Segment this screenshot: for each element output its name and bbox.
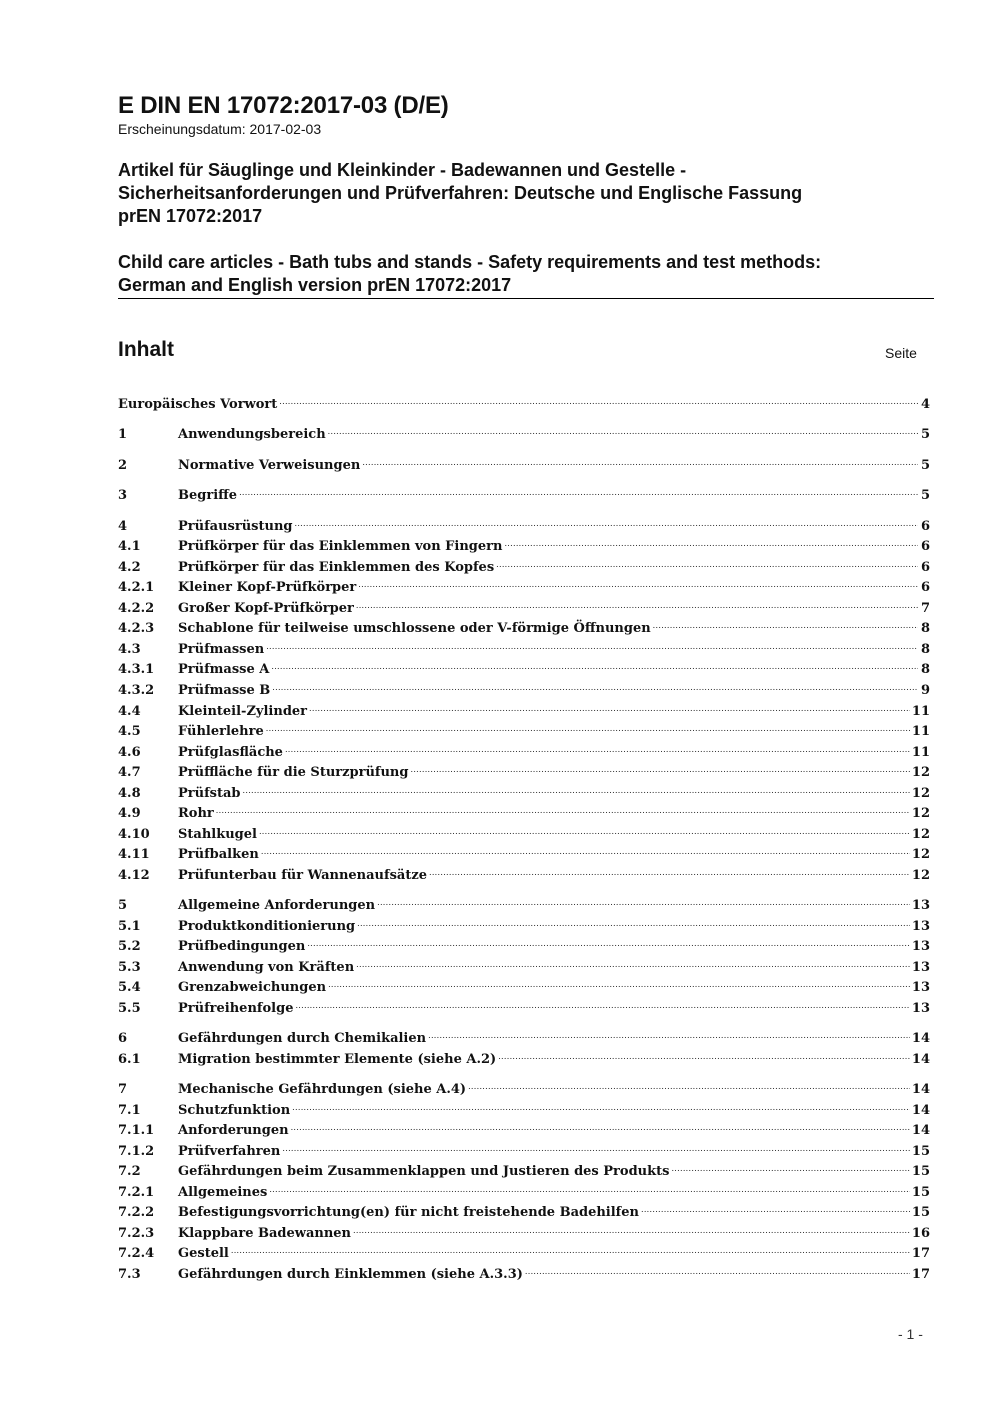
- toc-entry-page: 14: [911, 1031, 930, 1046]
- toc-entry-page: 17: [911, 1267, 930, 1282]
- toc-entry-title: Stahlkugel: [178, 827, 257, 842]
- title-german-line: Sicherheitsanforderungen und Prüfverfahren: Deutsche und Englische Fassung: [118, 183, 803, 203]
- toc-entry-number: 6.1: [118, 1052, 141, 1067]
- toc-entry-title: Prüfstab: [178, 786, 241, 801]
- toc-entry-title: Allgemeines: [178, 1185, 268, 1200]
- toc-entry-title: Prüfmasse B: [178, 683, 271, 698]
- toc-entry[interactable]: [118, 1224, 930, 1243]
- toc-entry-number: 5: [118, 898, 128, 913]
- toc-entry-page: 5: [920, 488, 930, 503]
- toc-dot-leader: [272, 681, 918, 700]
- toc-dot-leader: [525, 1265, 910, 1284]
- toc-dot-leader: [266, 722, 910, 741]
- toc-entry[interactable]: [118, 978, 930, 997]
- toc-entry[interactable]: [118, 937, 930, 956]
- toc-entry-page: 8: [920, 621, 930, 636]
- toc-entry[interactable]: [118, 845, 930, 864]
- toc-entry-number: 5.4: [118, 980, 141, 995]
- toc-entry-title: Begriffe: [178, 488, 238, 503]
- toc-dot-leader: [309, 702, 910, 721]
- toc-entry[interactable]: [118, 660, 930, 679]
- toc-entry-page: 12: [911, 847, 930, 862]
- toc-entry-title: Prüfreihenfolge: [178, 1001, 294, 1016]
- toc-dot-leader: [653, 619, 918, 638]
- toc-entry-title: Prüfmasse A: [178, 662, 270, 677]
- toc-entry-number: 4.2.1: [118, 580, 155, 595]
- toc-heading: Inhalt: [118, 338, 174, 361]
- toc-entry[interactable]: [118, 1183, 930, 1202]
- toc-entry-number: 4.8: [118, 786, 141, 801]
- toc-dot-leader: [285, 743, 910, 762]
- toc-entry-page: 15: [911, 1185, 930, 1200]
- toc-entry-number: 4.11: [118, 847, 150, 862]
- toc-entry-number: 4.9: [118, 806, 141, 821]
- toc-dot-leader: [259, 825, 910, 844]
- toc-dot-leader: [468, 1080, 910, 1099]
- toc-dot-leader: [261, 845, 910, 864]
- toc-dot-leader: [357, 917, 910, 936]
- toc-entry[interactable]: [118, 640, 930, 659]
- title-english: [118, 251, 938, 297]
- toc-entry-page: 17: [911, 1246, 930, 1261]
- toc-entry-number: 6: [118, 1031, 128, 1046]
- toc-dot-leader: [504, 537, 918, 556]
- toc-dot-leader: [358, 578, 918, 597]
- toc-entry-number: 4.12: [118, 868, 150, 883]
- toc-entry-number: 4.10: [118, 827, 150, 842]
- toc-entry-page: 13: [911, 898, 930, 913]
- toc-entry-page: 13: [911, 1001, 930, 1016]
- toc-entry[interactable]: [118, 784, 930, 803]
- toc-entry[interactable]: [118, 425, 930, 444]
- toc-dot-leader: [294, 517, 918, 536]
- toc-dot-leader: [292, 1101, 910, 1120]
- toc-entry-title: Rohr: [178, 806, 214, 821]
- toc-entry[interactable]: [118, 1265, 930, 1284]
- toc-entry-title: Anwendungsbereich: [178, 427, 326, 442]
- toc-entry-number: 4: [118, 519, 128, 534]
- toc-dot-leader: [279, 395, 918, 414]
- toc-entry-title: Prüfbalken: [178, 847, 259, 862]
- toc-entry[interactable]: [118, 804, 930, 823]
- toc-entry[interactable]: [118, 558, 930, 577]
- toc-entry[interactable]: [118, 619, 930, 638]
- toc-entry[interactable]: [118, 958, 930, 977]
- publication-date: Erscheinungsdatum: 2017-02-03: [118, 121, 322, 137]
- toc-entry-number: 7.2.1: [118, 1185, 155, 1200]
- toc-entry-page: 14: [911, 1123, 930, 1138]
- toc-dot-leader: [243, 784, 910, 803]
- toc-entry-page: 8: [920, 662, 930, 677]
- toc-page-column-label: Seite: [885, 345, 917, 361]
- toc-entry[interactable]: [118, 681, 930, 700]
- toc-entry[interactable]: [118, 1142, 930, 1161]
- toc-entry-number: 4.2.2: [118, 601, 155, 616]
- title-english-line: German and English version prEN 17072:2017: [118, 275, 512, 295]
- toc-entry-title: Prüfmassen: [178, 642, 265, 657]
- toc-entry-page: 11: [911, 745, 930, 760]
- toc-dot-leader: [266, 640, 918, 659]
- toc-entry-number: 7.3: [118, 1267, 141, 1282]
- toc-entry-title: Prüfglasfläche: [178, 745, 283, 760]
- toc-entry-title: Gefährdungen durch Einklemmen (siehe A.3.3): [178, 1267, 523, 1282]
- toc-entry[interactable]: [118, 1080, 930, 1099]
- toc-entry-title: Europäisches Vorwort: [118, 397, 278, 412]
- toc-entry-title: Gefährdungen beim Zusammenklappen und Justieren des Produkts: [178, 1164, 670, 1179]
- toc-entry[interactable]: [118, 486, 930, 505]
- toc-entry-number: 5.1: [118, 919, 141, 934]
- toc-dot-leader: [307, 937, 910, 956]
- toc-entry-page: 15: [911, 1144, 930, 1159]
- toc-entry[interactable]: [118, 999, 930, 1018]
- toc-dot-leader: [239, 486, 918, 505]
- toc-entry-title: Migration bestimmter Elemente (siehe A.2): [178, 1052, 497, 1067]
- toc-entry-page: 12: [911, 786, 930, 801]
- toc-entry-title: Kleiner Kopf-Prüfkörper: [178, 580, 357, 595]
- toc-entry[interactable]: [118, 578, 930, 597]
- toc-entry-title: Prüffläche für die Sturzprüfung: [178, 765, 409, 780]
- toc-entry-number: 4.2.3: [118, 621, 155, 636]
- toc-dot-leader: [328, 978, 910, 997]
- toc-dot-leader: [356, 958, 910, 977]
- toc-entry[interactable]: [118, 1029, 930, 1048]
- toc-entry-title: Prüfunterbau für Wannenaufsätze: [178, 868, 427, 883]
- document-id: E DIN EN 17072:2017-03 (D/E): [118, 92, 449, 119]
- toc-entry-title: Anwendung von Kräften: [178, 960, 355, 975]
- toc-entry[interactable]: [118, 896, 930, 915]
- toc-entry-page: 12: [911, 806, 930, 821]
- toc-dot-leader: [356, 599, 918, 618]
- toc-entry-page: 16: [911, 1226, 930, 1241]
- toc-entry[interactable]: [118, 1162, 930, 1181]
- toc-entry[interactable]: [118, 1050, 930, 1069]
- toc-dot-leader: [429, 866, 910, 885]
- toc-entry-title: Prüfbedingungen: [178, 939, 306, 954]
- toc-entry-title: Klappbare Badewannen: [178, 1226, 352, 1241]
- toc-dot-leader: [428, 1029, 910, 1048]
- toc-entry-page: 12: [911, 868, 930, 883]
- toc-entry-title: Großer Kopf-Prüfkörper: [178, 601, 354, 616]
- toc-entry-number: 7.2.3: [118, 1226, 155, 1241]
- toc-entry-number: 4.6: [118, 745, 141, 760]
- toc-dot-leader: [377, 896, 910, 915]
- toc-entry-page: 5: [920, 427, 930, 442]
- toc-entry[interactable]: [118, 743, 930, 762]
- toc-entry-number: 5.5: [118, 1001, 141, 1016]
- toc-entry-title: Schutzfunktion: [178, 1103, 291, 1118]
- toc-entry-page: 6: [920, 539, 930, 554]
- toc-entry-number: 4.3.1: [118, 662, 155, 677]
- toc-entry-page: 5: [920, 458, 930, 473]
- toc-entry-title: Kleinteil-Zylinder: [178, 704, 308, 719]
- toc-entry[interactable]: [118, 517, 930, 536]
- toc-entry-title: Gefährdungen durch Chemikalien: [178, 1031, 427, 1046]
- toc-entry[interactable]: [118, 599, 930, 618]
- toc-entry-title: Anforderungen: [178, 1123, 289, 1138]
- toc-entry-page: 13: [911, 960, 930, 975]
- toc-entry-page: 6: [920, 580, 930, 595]
- toc-dot-leader: [353, 1224, 910, 1243]
- toc-dot-leader: [410, 763, 909, 782]
- toc-entry-number: 4.2: [118, 560, 141, 575]
- title-english-line: Child care articles - Bath tubs and stands - Safety requirements and test methods:: [118, 252, 822, 272]
- toc-entry[interactable]: [118, 763, 930, 782]
- toc-entry-page: 4: [920, 397, 930, 412]
- toc-entry-title: Produktkonditionierung: [178, 919, 356, 934]
- title-german-line: Artikel für Säuglinge und Kleinkinder - Badewannen und Gestelle -: [118, 160, 687, 180]
- toc-entry[interactable]: [118, 722, 930, 741]
- toc-entry[interactable]: [118, 917, 930, 936]
- toc-dot-leader: [295, 999, 909, 1018]
- toc-entry-title: Befestigungsvorrichtung(en) für nicht freistehende Badehilfen: [178, 1205, 639, 1220]
- toc-entry-number: 7.2: [118, 1164, 141, 1179]
- toc-entry-number: 4.1: [118, 539, 141, 554]
- toc-entry-page: 11: [911, 704, 930, 719]
- toc-entry-page: 7: [920, 601, 930, 616]
- toc-entry-page: 14: [911, 1082, 930, 1097]
- title-german-line: prEN 17072:2017: [118, 206, 263, 226]
- toc-entry-title: Prüfkörper für das Einklemmen des Kopfes: [178, 560, 495, 575]
- toc-dot-leader: [291, 1121, 910, 1140]
- toc-entry-page: 6: [920, 560, 930, 575]
- toc-entry[interactable]: [118, 1244, 930, 1263]
- toc-entry-page: 8: [920, 642, 930, 657]
- toc-entry-title: Normative Verweisungen: [178, 458, 361, 473]
- toc-dot-leader: [282, 1142, 910, 1161]
- toc-entry-number: 4.7: [118, 765, 141, 780]
- toc-entry[interactable]: [118, 537, 930, 556]
- toc-entry[interactable]: [118, 866, 930, 885]
- toc-dot-leader: [496, 558, 918, 577]
- toc-entry-page: 13: [911, 919, 930, 934]
- toc-entry-page: 6: [920, 519, 930, 534]
- toc-entry[interactable]: [118, 702, 930, 721]
- toc-dot-leader: [362, 456, 918, 475]
- page-number: - 1 -: [898, 1326, 923, 1342]
- toc-entry-page: 12: [911, 827, 930, 842]
- toc-entry-number: 7: [118, 1082, 128, 1097]
- toc-entry-title: Mechanische Gefährdungen (siehe A.4): [178, 1082, 467, 1097]
- toc-entry-page: 13: [911, 939, 930, 954]
- toc-entry[interactable]: [118, 1121, 930, 1140]
- toc-entry-title: Schablone für teilweise umschlossene oder V-förmige Öffnungen: [178, 621, 651, 636]
- toc-dot-leader: [216, 804, 910, 823]
- toc-dot-leader: [671, 1162, 909, 1181]
- toc-dot-leader: [498, 1050, 910, 1069]
- toc-entry-number: 3: [118, 488, 128, 503]
- toc-entry-number: 5.3: [118, 960, 141, 975]
- toc-dot-leader: [269, 1183, 910, 1202]
- toc-dot-leader: [271, 660, 918, 679]
- toc-entry-number: 5.2: [118, 939, 141, 954]
- header-divider: [118, 298, 934, 299]
- toc-entry-title: Prüfverfahren: [178, 1144, 281, 1159]
- toc-entry-number: 4.3.2: [118, 683, 155, 698]
- toc-entry-page: 14: [911, 1103, 930, 1118]
- toc-entry-page: 13: [911, 980, 930, 995]
- toc-entry-title: Prüfausrüstung: [178, 519, 293, 534]
- toc-entry-number: 7.2.2: [118, 1205, 155, 1220]
- toc-entry-number: 4.5: [118, 724, 141, 739]
- toc-entry[interactable]: [118, 1203, 930, 1222]
- toc-dot-leader: [641, 1203, 910, 1222]
- toc-entry-page: 9: [920, 683, 930, 698]
- toc-entry-page: 12: [911, 765, 930, 780]
- toc-entry-page: 15: [911, 1164, 930, 1179]
- toc-entry-number: 7.1.2: [118, 1144, 155, 1159]
- toc-entry-number: 7.2.4: [118, 1246, 155, 1261]
- toc-entry-title: Gestell: [178, 1246, 229, 1261]
- toc-entry-title: Fühlerlehre: [178, 724, 264, 739]
- toc-entry-title: Grenzabweichungen: [178, 980, 327, 995]
- toc-entry-page: 14: [911, 1052, 930, 1067]
- toc-entry-page: 15: [911, 1205, 930, 1220]
- toc-entry[interactable]: [118, 1101, 930, 1120]
- toc-entry[interactable]: [118, 825, 930, 844]
- toc-entry-number: 1: [118, 427, 128, 442]
- toc-entry-number: 7.1.1: [118, 1123, 155, 1138]
- toc-entry-number: 2: [118, 458, 128, 473]
- toc-entry[interactable]: [118, 456, 930, 475]
- toc-dot-leader: [231, 1244, 910, 1263]
- toc-dot-leader: [328, 425, 918, 444]
- toc-entry-number: 4.4: [118, 704, 141, 719]
- toc-entry-number: 7.1: [118, 1103, 141, 1118]
- title-german: [118, 159, 938, 228]
- toc-entry-title: Prüfkörper für das Einklemmen von Fingern: [178, 539, 503, 554]
- toc-entry-number: 4.3: [118, 642, 141, 657]
- toc-entry-title: Allgemeine Anforderungen: [178, 898, 376, 913]
- toc-entry-page: 11: [911, 724, 930, 739]
- toc-entry[interactable]: [118, 395, 930, 414]
